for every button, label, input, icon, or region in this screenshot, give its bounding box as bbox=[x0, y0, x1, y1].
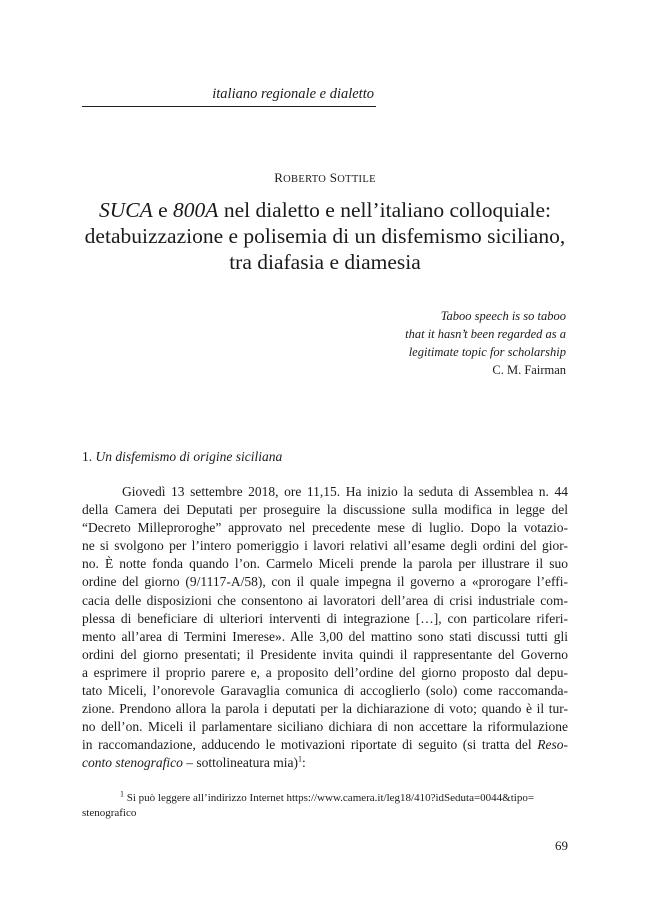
running-head: italiano regionale e dialetto bbox=[212, 86, 374, 102]
body-line: ne si svolgono per l’intero pomeriggio i lavori relativi all’esame degli ordini del gior- bbox=[82, 538, 568, 554]
section-title: Un disfemismo di origine siciliana bbox=[95, 449, 283, 464]
body-line-text: – sottolineatura mia) bbox=[182, 755, 298, 771]
body-em-resoconto: conto stenografico bbox=[82, 755, 183, 771]
page-number: 69 bbox=[555, 838, 568, 853]
body-line: mento all’area di Termini Imerese». Alle 3,00 del mattino sono stati discussi tutti gli bbox=[82, 628, 568, 644]
title-line-2: detabuizzazione e polisemia di un disfemismo siciliano, bbox=[84, 224, 566, 248]
body-em-reso: Reso- bbox=[537, 737, 568, 753]
author-name bbox=[0, 170, 650, 186]
body-line: ordine del giorno (9/1117-A/58), con il quale impegna il governo a «prorogare l’effi- bbox=[82, 574, 568, 590]
body-line-text: in raccomandazione, adducendo le motivazioni riportate di seguito (si tratta del bbox=[82, 737, 532, 753]
body-line bbox=[82, 754, 568, 772]
title-line-1 bbox=[60, 197, 590, 223]
epigraph-line-2: that it hasn’t been regarded as a bbox=[405, 327, 566, 341]
section-heading bbox=[82, 449, 282, 465]
body-line: Giovedì 13 settembre 2018, ore 11,15. Ha inizio la seduta di Assemblea n. 44 bbox=[122, 484, 568, 499]
footnote-marker: 1 bbox=[120, 789, 124, 799]
body-line bbox=[82, 736, 568, 754]
footnote bbox=[82, 791, 568, 821]
body-line: della Camera dei Deputati per proseguire la discussione sulla modifica in legge del bbox=[82, 502, 568, 518]
author-first-initial: R bbox=[274, 170, 284, 185]
footnote-line-1 bbox=[82, 791, 568, 806]
epigraph-line-1: Taboo speech is so taboo bbox=[440, 309, 566, 323]
body-line: tato Miceli, l’onorevole Garavaglia comunica di accoglierlo (solo) come raccomanda- bbox=[82, 683, 568, 699]
body-line: no. È notte fonda quando l’on. Carmelo Miceli prende la parola per illustrare il suo bbox=[82, 556, 568, 572]
body-line: cacia delle disposizioni che consentono ai lavoratori dell’area di crisi industriale com- bbox=[82, 592, 568, 608]
footnote-ref[interactable]: 1 bbox=[297, 754, 302, 764]
body-line-end: : bbox=[301, 755, 306, 771]
footnote-text[interactable]: Si può leggere all’indirizzo Internet https://www.camera.it/leg18/410?idSeduta=0044&tipo= bbox=[124, 792, 535, 804]
title-mid: e bbox=[152, 198, 174, 222]
author-last-initial: S bbox=[329, 170, 338, 185]
body-line: “Decreto Milleproroghe” approvato nel precedente mese di luglio. Dopo la votazio- bbox=[82, 520, 568, 536]
running-head-rule bbox=[82, 106, 376, 107]
epigraph-line-3: legitimate topic for scholarship bbox=[408, 345, 566, 359]
article-title bbox=[60, 197, 590, 275]
title-em-suca: SUCA bbox=[99, 198, 153, 222]
body-line: plessa di beneficiare di ulteriori interventi di integrazione […], con particolare riferi- bbox=[82, 610, 568, 626]
body-line: a esprimere il proprio parere e, a proposito dell’ordine del giorno proposto dal depu- bbox=[82, 664, 568, 680]
title-line-3: tra diafasia e diamesia bbox=[229, 250, 421, 274]
body-line: no dell’on. Miceli il parlamentare siciliano dichiara di non accettare la riformulazione bbox=[82, 719, 568, 735]
body-line: ordini del giorno presentati; il Presidente invita quindi il rappresentante del Governo bbox=[82, 646, 568, 662]
author-last-rest: OTTILE bbox=[337, 174, 376, 185]
author-first-rest: OBERTO bbox=[283, 174, 327, 185]
title-em-800a: 800A bbox=[173, 198, 219, 222]
body-paragraph bbox=[82, 483, 568, 773]
section-number: 1. bbox=[82, 449, 93, 464]
epigraph bbox=[306, 307, 566, 379]
body-line: zione. Prendono allora la parola i deputati per la dichiarazione di voto; quando è il tur- bbox=[82, 701, 568, 717]
epigraph-attribution: C. M. Fairman bbox=[492, 363, 566, 377]
title-rest-1: nel dialetto e nell’italiano colloquiale: bbox=[218, 198, 551, 222]
footnote-line-2[interactable]: stenografico bbox=[82, 807, 137, 819]
